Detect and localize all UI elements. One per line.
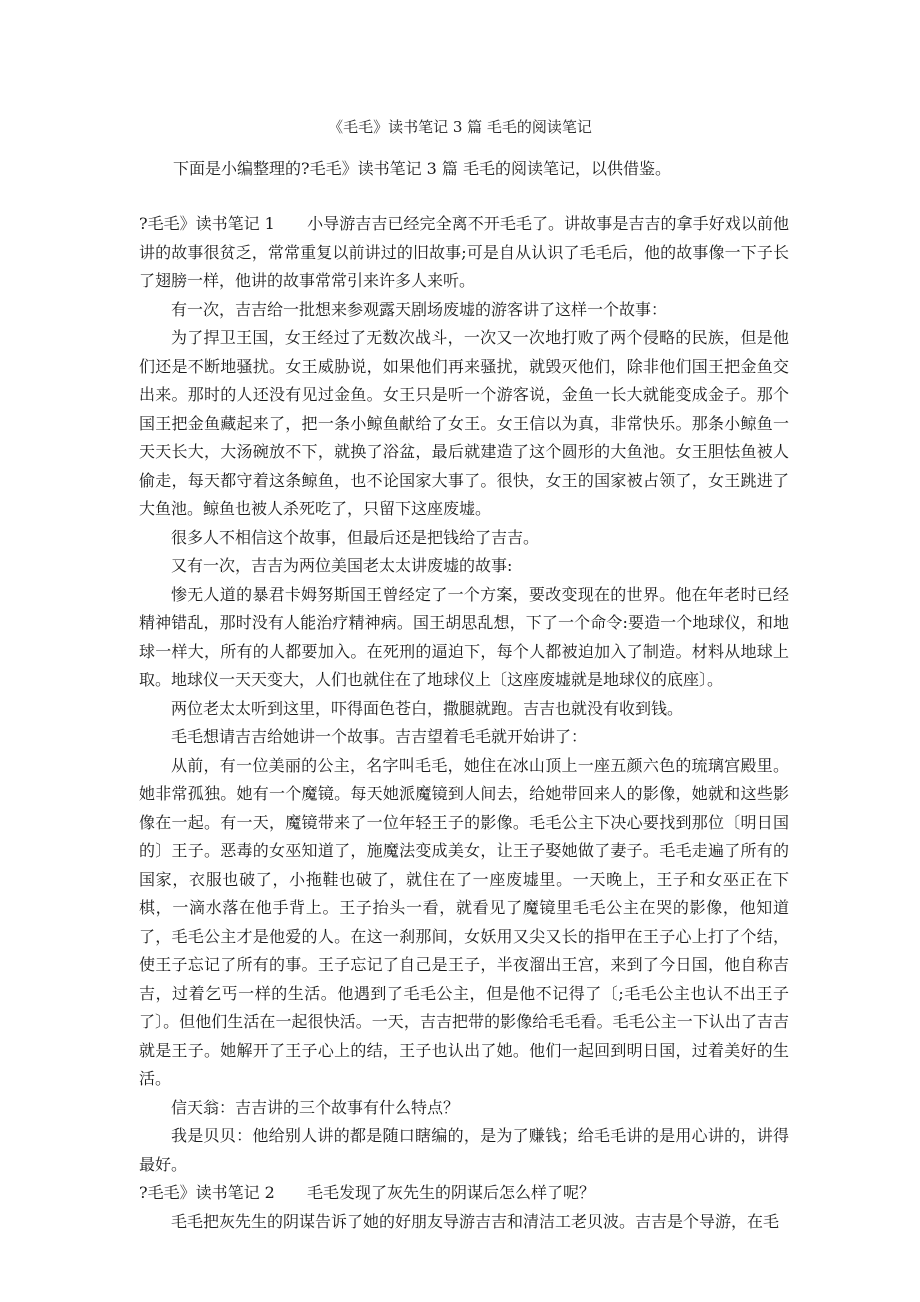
note1-paragraph: 毛毛想请吉吉给她讲一个故事。吉吉望着毛毛就开始讲了： [171,727,588,746]
note1-paragraph: 为了捍卫王国，女王经过了无数次战斗，一次又一次地打败了两个侵略的民族，但是他们还是不断地骚扰。女王威胁说，如果他们再来骚扰，就毁灭他们，除非他们国王把金鱼交出来。那时的人还没有见过金鱼。女王只是听一个游客说，金鱼一长大就能变成金子。那个国王把金鱼藏起来了，把一条小鲸鱼献给了女王。女王信以为真，非常快乐。那条小鲸鱼一天天长大，大汤碗放不下，就换了浴盆，最后就建造了这个圆形的大鱼池。女王胆怯鱼被人偷走，每天都守着这条鲸鱼，也不论国家大事了。很快，女王的国家被占领了，女王跳进了大鱼池。鲸鱼也被人杀死吃了，只留下这座废墟。 [139,328,789,518]
note1-first-paragraph [139,210,789,296]
note1-paragraph: 有一次，吉吉给一批想来参观露天剧场废墟的游客讲了这样一个故事： [171,299,668,319]
note1-paragraph: 信天翁：吉吉讲的三个故事有什么特点？ [171,1097,460,1117]
note1-heading: ?毛毛》读书笔记 1 [139,214,275,233]
note2-heading: ?毛毛》读书笔记 2 [139,1183,275,1202]
note1-paragraph: 惨无人道的暴君卡姆努斯国王曾经定了一个方案，要改变现在的世界。他在年老时已经精神错乱，那时没有人能治疗精神病。国王胡思乱想，下了一个命令:要造一个地球仪，和地球一样大，所有的人都要加入。在死刑的逼迫下，每个人都被迫加入了制造。材料从地球上取。地球仪一天天变大，人们也就住在了地球仪上〔这座废墟就是地球仪的底座〕。 [139,584,789,689]
note1-first-text: 小导游吉吉已经完全离不开毛毛了。讲故事是吉吉的拿手好戏以前他讲的故事很贫乏，常常重复以前讲过的旧故事;可是自从认识了毛毛后，他的故事像一下子长了翅膀一样，他讲的故事常常引来许多人来听。 [139,214,789,290]
note2-paragraph: 毛毛把灰先生的阴谋告诉了她的好朋友导游吉吉和清洁工老贝波。吉吉是个导游，在毛 [171,1211,780,1231]
document-body [139,210,789,1236]
note1-paragraph: 从前，有一位美丽的公主，名字叫毛毛，她住在冰山顶上一座五颜六色的琉璃宫殿里。她非常孤独。她有一个魔镜。每天她派魔镜到人间去，给她带回来人的影像，她就和这些影像在一起。有一天，魔镜带来了一位年轻王子的影像。毛毛公主下决心要找到那位〔明日国的〕王子。恶毒的女巫知道了，施魔法变成美女，让王子娶她做了妻子。毛毛走遍了所有的国家，衣服也破了，小拖鞋也破了，就住在了一座废墟里。一天晚上，王子和女巫正在下棋，一滴水落在他手背上。王子抬头一看，就看见了魔镜里毛毛公主在哭的影像，他知道了，毛毛公主才是他爱的人。在这一刹那间，女妖用又尖又长的指甲在王子心上打了个结，使王子忘记了所有的事。王子忘记了自己是王子，半夜溜出王宫，来到了今日国，他自称吉吉，过着乞丐一样的生活。他遇到了毛毛公主，但是他不记得了〔;毛毛公主也认不出王子了〕。但他们生活在一起很快活。一天，吉吉把带的影像给毛毛看。毛毛公主一下认出了吉吉就是王子。她解开了王子心上的结，王子也认出了她。他们一起回到明日国，过着美好的生活。 [139,755,789,1088]
note2-first-paragraph [139,1179,789,1208]
note1-paragraph: 两位老太太听到这里，吓得面色苍白，撒腿就跑。吉吉也就没有收到钱。 [171,698,684,718]
intro-paragraph: 下面是小编整理的?毛毛》读书笔记 3 篇 毛毛的阅读笔记，以供借鉴。 [173,159,672,178]
note1-paragraph: 又有一次，吉吉为两位美国老太太讲废墟的故事: [171,556,513,575]
note2-first-text: 毛毛发现了灰先生的阴谋后怎么样了呢？ [307,1183,596,1202]
note1-paragraph: 很多人不相信这个故事，但最后还是把钱给了吉吉。 [171,527,540,547]
note1-paragraph: 我是贝贝：他给别人讲的都是随口瞎编的，是为了赚钱；给毛毛讲的是用心讲的，讲得最好。 [139,1126,789,1174]
document-title: 《毛毛》读书笔记 3 篇 毛毛的阅读笔记 [328,118,592,136]
